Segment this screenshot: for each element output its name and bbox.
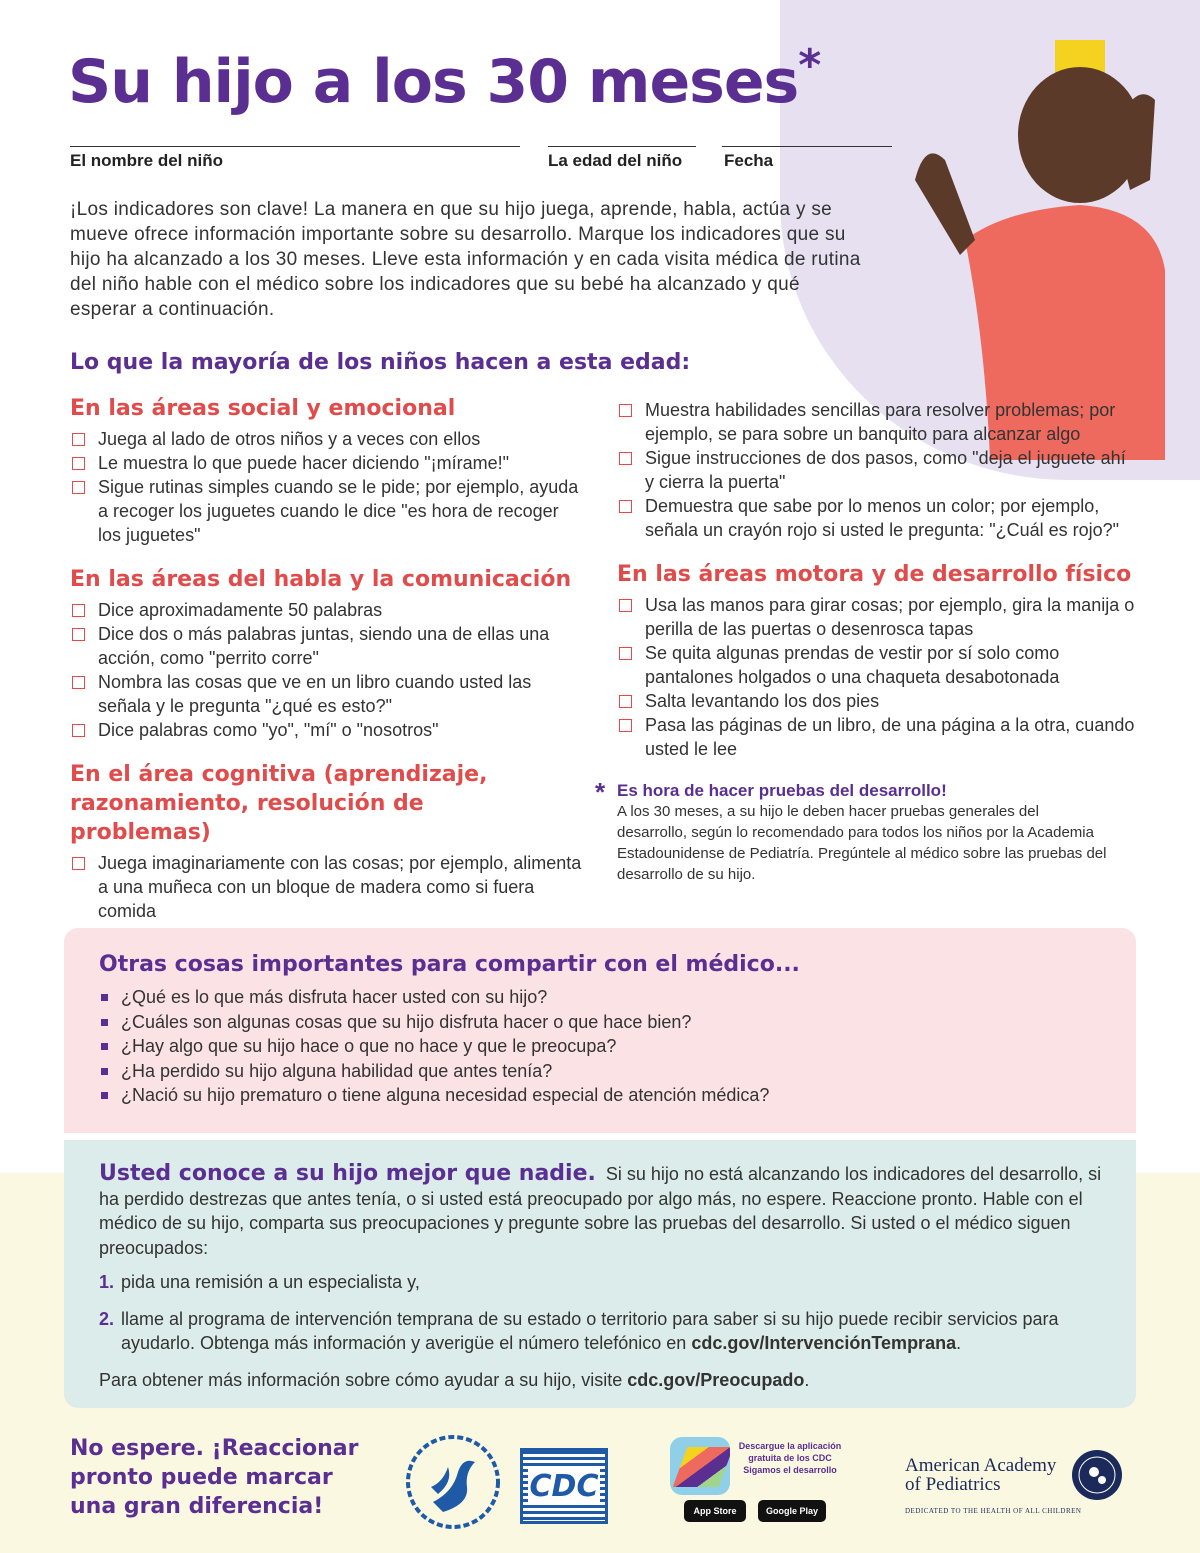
title-asterisk: *	[798, 40, 821, 91]
aap-name-line-1: American Academy	[905, 1455, 1057, 1476]
checkbox[interactable]	[72, 628, 85, 641]
social-emotional-list	[70, 427, 585, 547]
footer-tagline-line-3: una gran diferencia!	[70, 1494, 324, 1519]
milestones-heading: Lo que la mayoría de los niños hacen a esta edad:	[70, 350, 691, 375]
share-item: ¿Qué es lo que más disfruta hacer usted con su hijo?	[99, 985, 1109, 1010]
motor-heading: En las áreas motora y de desarrollo físico	[617, 562, 1132, 587]
preocupado-link[interactable]: cdc.gov/Preocupado	[627, 1369, 805, 1390]
checkbox[interactable]	[619, 719, 632, 732]
screening-asterisk: *	[595, 777, 606, 807]
child-name-label: El nombre del niño	[70, 151, 224, 170]
child-name-line[interactable]	[70, 146, 520, 147]
step-2: 2. llame al programa de intervención temprana de su estado o territorio para saber si su hijo puede recibir servicios para ayudarlo. Obtenga más información y averigüe el número telefónico en cdc.gov/IntervenciónTemprana.	[99, 1308, 1059, 1353]
know-title: Usted conoce a su hijo mejor que nadie.	[99, 1161, 596, 1186]
milestone-item[interactable]: Juega imaginariamente con las cosas; por ejemplo, alimenta a una muñeca con un bloque de madera como si fuera comida	[70, 851, 585, 923]
share-item: ¿Cuáles son algunas cosas que su hijo disfruta hacer o que hace bien?	[99, 1010, 1109, 1035]
aap-name-line-2: of Pediatrics	[905, 1474, 1001, 1495]
share-list	[99, 985, 1109, 1108]
cdc-logo-text: CDC	[529, 1468, 599, 1504]
footer-tagline-line-2: pronto puede marcar	[70, 1465, 333, 1490]
checkbox[interactable]	[619, 599, 632, 612]
cognitive-list-continued	[617, 398, 1137, 542]
know-paragraph	[99, 1162, 1109, 1260]
milestone-item[interactable]: Demuestra que sabe por lo menos un color; por ejemplo, señala un crayón rojo si usted le pregunta: "¿Cuál es rojo?"	[617, 494, 1137, 542]
motor-list	[617, 593, 1137, 761]
share-with-doctor-box	[64, 928, 1136, 1133]
aap-seal-icon	[1070, 1448, 1124, 1502]
page-title: Su hijo a los 30 meses*	[68, 40, 821, 117]
page-title-block	[68, 40, 820, 117]
milestone-item[interactable]: Nombra las cosas que ve en un libro cuando usted las señala y le pregunta "¿qué es esto?"	[70, 670, 585, 718]
screening-title: Es hora de hacer pruebas del desarrollo!	[617, 781, 947, 800]
know-text: Si su hijo no está alcanzando los indicadores del desarrollo, si ha perdido destrezas que antes tenía, o si usted está preocupado por algo más, no espere. Reaccione pronto. Hable con el médico de su hijo, comparta sus preocupaciones y pregunte sobre las pruebas del desarrollo. Si usted o el médico siguen preocupados:	[99, 1164, 1102, 1258]
child-age-label: La edad del niño	[548, 151, 683, 170]
intro-paragraph: ¡Los indicadores son clave! La manera en que su hijo juega, aprende, habla, actúa y se mueve ofrece información importante sobre su desarrollo. Marque los indicadores que su hijo ha alcanzado a los 30 meses. Lleve esta información y en cada visita médica de rutina del niño hable con el médico sobre los indicadores que su bebé ha alcanzado y qué esperar a continuación.	[70, 199, 861, 320]
app-store-badge[interactable]	[684, 1500, 746, 1522]
milestone-item[interactable]: Juega al lado de otros niños y a veces con ellos	[70, 427, 585, 451]
step-2-number: 2.	[99, 1308, 115, 1329]
more-info: Para obtener más información sobre cómo ayudar a su hijo, visite cdc.gov/Preocupado.	[99, 1369, 810, 1390]
social-emotional-heading: En las áreas social y emocional	[70, 396, 456, 421]
child-age-line[interactable]	[548, 146, 696, 147]
share-title: Otras cosas importantes para compartir con el médico...	[99, 952, 800, 977]
date-label: Fecha	[724, 151, 774, 170]
checkbox[interactable]	[619, 404, 632, 417]
early-intervention-link[interactable]: cdc.gov/IntervenciónTemprana	[691, 1333, 957, 1353]
milestone-item[interactable]: Salta levantando los dos pies	[617, 689, 1137, 713]
checkbox[interactable]	[619, 647, 632, 660]
app-icon[interactable]	[670, 1437, 730, 1495]
milestones-right-column	[595, 398, 1137, 885]
milestone-item[interactable]: Le muestra lo que puede hacer diciendo "¡mírame!"	[70, 451, 585, 475]
more-info-text: Para obtener más información sobre cómo ayudar a su hijo, visite	[99, 1369, 623, 1390]
google-play-badge[interactable]	[758, 1500, 826, 1522]
checkbox[interactable]	[72, 676, 85, 689]
checkbox[interactable]	[619, 695, 632, 708]
checkbox[interactable]	[72, 604, 85, 617]
checkbox[interactable]	[72, 433, 85, 446]
language-heading: En las áreas del habla y la comunicación	[70, 567, 572, 592]
language-list	[70, 598, 585, 742]
aap-motto: DEDICATED TO THE HEALTH OF ALL CHILDREN	[905, 1507, 1082, 1515]
checkbox[interactable]	[72, 481, 85, 494]
app-icon-graphic	[673, 1447, 730, 1487]
step-2-text: llame al programa de intervención temprana de su estado o territorio para saber si su hijo puede recibir servicios para ayudarlo. Obtenga más información y averigüe el número telefónico en	[121, 1308, 1059, 1353]
app-store-label: App Store	[693, 1506, 737, 1516]
hhs-logo-icon	[403, 1432, 503, 1532]
screening-text: A los 30 meses, a su hijo le deben hacer pruebas generales del desarrollo, según lo recomendado para todos los niños por la Academia Estadounidense de Pediatría. Pregúntele al médico sobre las pruebas del desarrollo de su hijo.	[617, 803, 1107, 883]
step-1-number: 1.	[99, 1272, 115, 1292]
milestone-item[interactable]: Se quita algunas prendas de vestir por sí solo como pantalones holgados o una chaqueta desabotonada	[617, 641, 1137, 689]
milestone-item[interactable]: Dice aproximadamente 50 palabras	[70, 598, 585, 622]
google-play-label: Google Play	[765, 1506, 818, 1516]
share-item: ¿Nació su hijo prematuro o tiene alguna necesidad especial de atención médica?	[99, 1083, 1109, 1108]
milestones-left-column	[70, 394, 585, 923]
milestone-item[interactable]: Dice palabras como "yo", "mí" o "nosotros"	[70, 718, 585, 742]
aap-logo	[905, 1456, 1081, 1521]
milestone-item[interactable]: Usa las manos para girar cosas; por ejemplo, gira la manija o perilla de las puertas o desenrosca tapas	[617, 593, 1137, 641]
checkbox[interactable]	[72, 457, 85, 470]
step-1-text: pida una remisión a un especialista y,	[121, 1272, 420, 1292]
know-your-child-box	[64, 1140, 1136, 1408]
checkbox[interactable]	[72, 724, 85, 737]
cognitive-heading: En el área cognitiva (aprendizaje, razonamiento, resolución de problemas)	[70, 762, 488, 845]
cdc-logo-icon	[520, 1448, 608, 1524]
milestone-item[interactable]: Pasa las páginas de un libro, de una página a la otra, cuando usted le lee	[617, 713, 1137, 761]
share-item: ¿Hay algo que su hijo hace o que no hace y que le preocupa?	[99, 1034, 1109, 1059]
date-line[interactable]	[722, 146, 892, 147]
checkbox[interactable]	[72, 857, 85, 870]
child-arm-image	[915, 153, 975, 255]
child-photo	[905, 40, 1165, 460]
footer-tagline	[70, 1434, 359, 1521]
cognitive-list	[70, 851, 585, 923]
app-promo-text: Descargue la aplicación gratuita de los CDC Sigamos el desarrollo	[738, 1441, 842, 1475]
milestone-item[interactable]: Sigue instrucciones de dos pasos, como "deja el juguete ahí y cierra la puerta"	[617, 446, 1137, 494]
checkbox[interactable]	[619, 500, 632, 513]
milestone-item[interactable]: Muestra habilidades sencillas para resolver problemas; por ejemplo, se para sobre un banquito para alcanzar algo	[617, 398, 1137, 446]
milestone-item[interactable]: Dice dos o más palabras juntas, siendo una de ellas una acción, como "perrito corre"	[70, 622, 585, 670]
milestone-item[interactable]: Sigue rutinas simples cuando se le pide; por ejemplo, ayuda a recoger los juguetes cuando le dice "es hora de recoger los juguetes"	[70, 475, 585, 547]
checkbox[interactable]	[619, 452, 632, 465]
footer-tagline-line-1: No espere. ¡Reaccionar	[70, 1436, 359, 1461]
step-1	[99, 1270, 1109, 1295]
screening-note	[595, 777, 1137, 885]
share-item: ¿Ha perdido su hijo alguna habilidad que antes tenía?	[99, 1059, 1109, 1084]
